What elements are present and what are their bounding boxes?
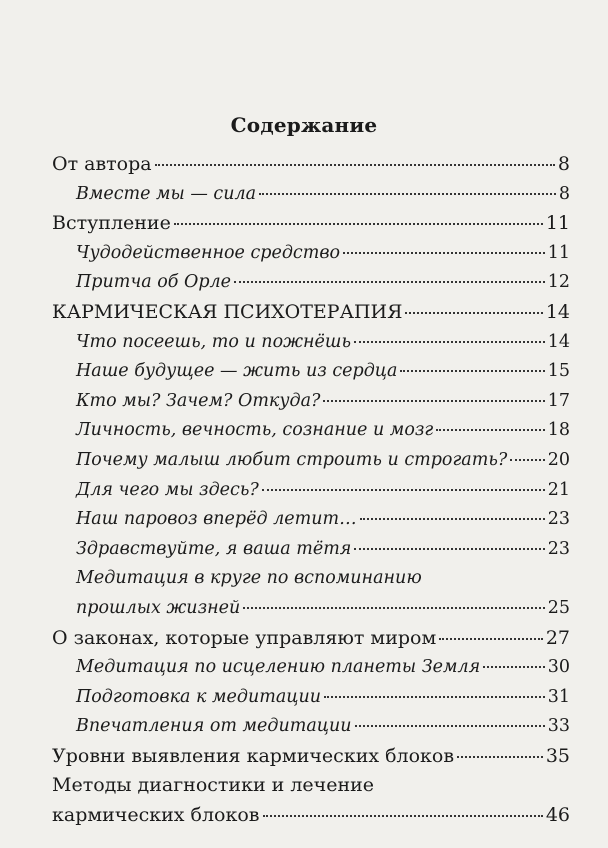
toc-entry-page: 18: [547, 420, 570, 441]
toc-entry-page: 8: [557, 153, 570, 175]
dot-leader: [400, 370, 544, 372]
toc-entry: [0, 535, 608, 565]
toc-entry: [0, 653, 608, 683]
toc-entry: [0, 683, 608, 713]
toc-entry-page: 8: [558, 183, 570, 204]
toc-entry-first-line: [0, 771, 608, 801]
table-of-contents: [0, 150, 608, 831]
toc-entry-page: 35: [545, 744, 570, 767]
toc-entry: [0, 209, 608, 239]
toc-entry-page: 46: [545, 804, 570, 827]
toc-entry-page: 30: [547, 657, 570, 678]
toc-entry-title: прошлых жизней: [76, 597, 241, 618]
toc-entry-page: 17: [547, 390, 570, 411]
toc-entry-title: Медитация по исцелению планеты Земля: [76, 657, 481, 678]
toc-entry-title-first-line: Медитация в круге по вспоминанию: [76, 568, 422, 589]
toc-entry: [0, 150, 608, 180]
dot-leader: [259, 193, 556, 195]
toc-entry-title: Уровни выявления кармических блоков: [52, 744, 455, 767]
toc-entry: [0, 416, 608, 446]
toc-entry: [0, 328, 608, 358]
dot-leader: [439, 638, 543, 640]
toc-entry-title: Наше будущее — жить из сердца: [76, 361, 398, 382]
toc-entry-title: Кто мы? Зачем? Откуда?: [76, 390, 321, 411]
toc-entry-page: 20: [547, 449, 570, 470]
toc-entry-title: Здравствуйте, я ваша тётя: [76, 538, 352, 559]
toc-entry-title: Вступление: [52, 212, 171, 235]
toc-entry-page: 15: [547, 361, 570, 382]
toc-entry: [0, 180, 608, 210]
toc-title: Содержание: [230, 113, 378, 137]
toc-entry-page: 23: [547, 509, 570, 530]
dot-leader: [243, 607, 544, 609]
dot-leader: [355, 725, 545, 727]
dot-leader: [354, 341, 545, 343]
dot-leader: [324, 696, 545, 698]
toc-entry-title: О законах, которые управляют миром: [52, 626, 437, 649]
dot-leader: [354, 548, 544, 550]
toc-entry-page: 11: [545, 212, 570, 235]
toc-entry: [0, 712, 608, 742]
toc-entry: [0, 505, 608, 535]
toc-entry-title: От автора: [52, 153, 152, 175]
toc-entry: [0, 357, 608, 387]
toc-entry-page: 12: [547, 272, 570, 293]
toc-entry-title: Чудодейственное средство: [76, 242, 341, 263]
toc-entry: [0, 298, 608, 328]
toc-entry: [0, 446, 608, 476]
dot-leader: [323, 400, 544, 402]
toc-entry-title: КАРМИЧЕСКАЯ ПСИХОТЕРАПИЯ: [52, 300, 403, 323]
toc-entry-page: 14: [545, 300, 570, 323]
dot-leader: [234, 281, 545, 283]
toc-entry-title-first-line: Методы диагностики и лечение: [52, 774, 375, 797]
toc-entry: [0, 268, 608, 298]
toc-entry-title: Наш паровоз вперёд летит…: [76, 509, 357, 530]
dot-leader: [263, 815, 543, 817]
toc-entry-page: 27: [545, 626, 570, 649]
toc-entry-page: 23: [547, 538, 570, 559]
toc-entry-page: 14: [547, 331, 570, 352]
toc-entry: [0, 624, 608, 654]
dot-leader: [510, 459, 544, 461]
toc-entry-title: кармических блоков: [52, 804, 260, 827]
toc-entry-title: Что посеешь, то и пожнёшь: [76, 331, 351, 352]
toc-entry-page: 21: [547, 479, 570, 500]
toc-entry-page: 33: [547, 716, 570, 737]
toc-entry: [0, 801, 608, 831]
toc-entry-title: Впечатления от медитации: [76, 716, 352, 737]
toc-entry-title: Притча об Орле: [76, 272, 232, 293]
dot-leader: [262, 489, 545, 491]
dot-leader: [360, 518, 545, 520]
toc-entry-page: 31: [547, 686, 570, 707]
toc-entry-title: Для чего мы здесь?: [76, 479, 259, 500]
toc-entry: [0, 742, 608, 772]
toc-entry-page: 25: [547, 597, 570, 618]
toc-entry-title: Почему малыш любит строить и строгать?: [76, 449, 508, 470]
dot-leader: [405, 312, 542, 314]
dot-leader: [483, 666, 545, 668]
toc-entry-title: Подготовка к медитации: [76, 686, 322, 707]
dot-leader: [457, 756, 543, 758]
toc-entry: [0, 594, 608, 624]
toc-entry-title: Личность, вечность, сознание и мозг: [76, 420, 434, 441]
dot-leader: [436, 429, 544, 431]
toc-entry-title: Вместе мы — сила: [76, 183, 257, 204]
toc-entry-first-line: [0, 564, 608, 594]
toc-entry: [0, 476, 608, 506]
dot-leader: [343, 252, 545, 254]
toc-entry: [0, 387, 608, 417]
dot-leader: [174, 223, 543, 225]
dot-leader: [155, 164, 555, 166]
toc-entry-page: 11: [547, 242, 570, 263]
toc-entry: [0, 239, 608, 269]
